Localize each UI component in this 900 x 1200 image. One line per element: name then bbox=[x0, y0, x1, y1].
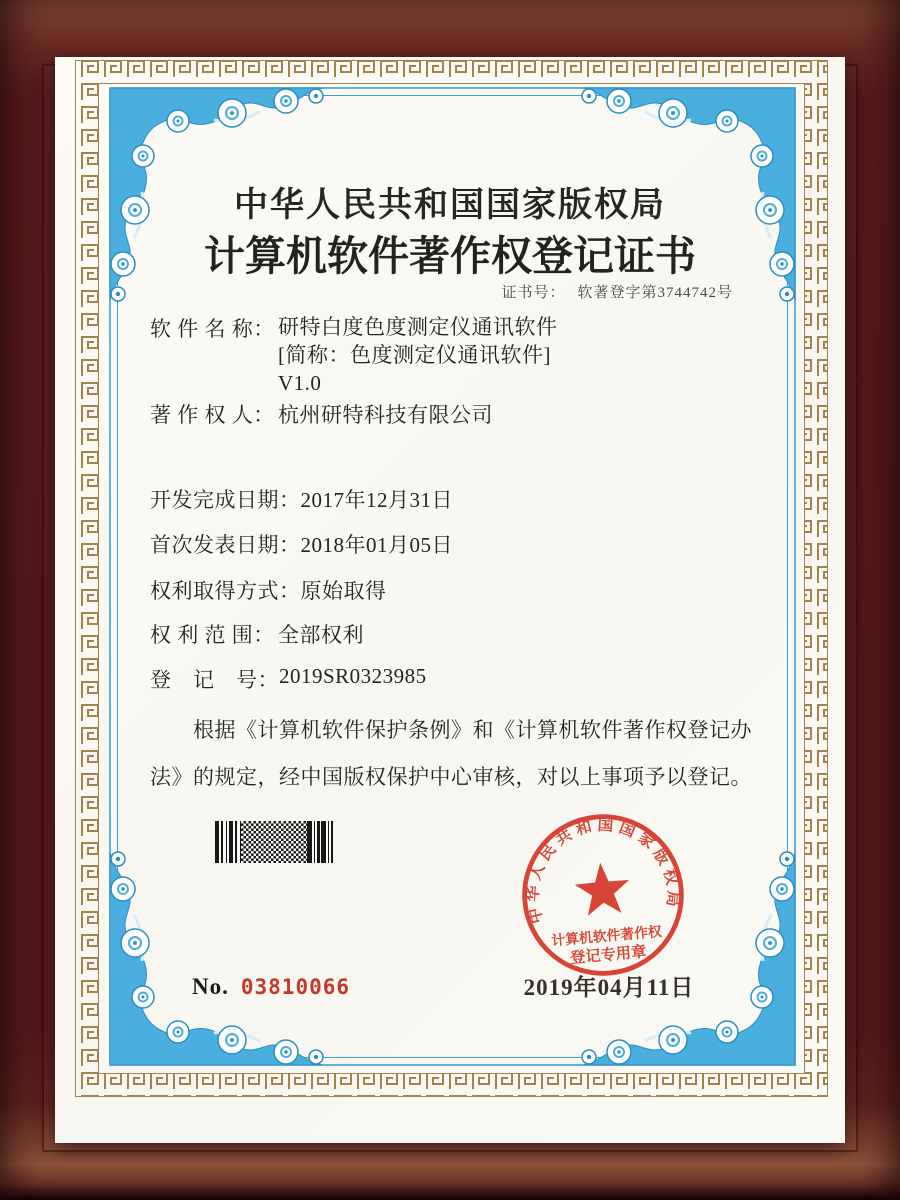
certificate-number-value: 软著登字第3744742号 bbox=[577, 285, 733, 301]
certificate-number-label: 证书号： bbox=[501, 285, 566, 301]
serial-number bbox=[192, 974, 350, 1000]
field-registration-no bbox=[150, 664, 427, 694]
field-dev-complete-date bbox=[150, 484, 453, 514]
field-label: 著 作 权 人： bbox=[150, 403, 275, 427]
field-right-acquisition bbox=[150, 575, 387, 605]
seal-star-icon bbox=[573, 860, 632, 916]
registration-statement: 根据《计算机软件保护条例》和《计算机软件著作权登记办法》的规定，经中国版权保护中心审核，对以上事项予以登记。 bbox=[150, 718, 752, 789]
field-value: 全部权利 bbox=[278, 623, 364, 647]
serial-value: 03810066 bbox=[240, 975, 351, 999]
seal-ring-text: 中华人民共和国国家版权局 bbox=[524, 816, 682, 926]
field-value: 杭州研特科技有限公司 bbox=[278, 403, 493, 427]
certificate-page bbox=[55, 57, 845, 1143]
official-seal bbox=[510, 802, 696, 988]
field-value: 2018年01月05日 bbox=[300, 533, 453, 557]
field-value bbox=[278, 313, 558, 397]
field-copyright-owner bbox=[150, 399, 493, 429]
field-first-publish-date bbox=[150, 529, 453, 559]
serial-label: No. bbox=[192, 974, 229, 999]
field-value: 2019SR0323985 bbox=[279, 664, 427, 688]
field-software-name bbox=[150, 313, 558, 397]
field-label: 权 利 范 围： bbox=[150, 623, 275, 647]
stamp-date: 2019年04月11日 bbox=[523, 975, 695, 1000]
field-label: 开发完成日期： bbox=[150, 488, 301, 512]
software-short-name: [简称：色度测定仪通讯软件] bbox=[278, 343, 551, 367]
software-version: V1.0 bbox=[278, 371, 322, 395]
software-name-value: 研特白度色度测定仪通讯软件 bbox=[278, 315, 558, 339]
certificate-number-line bbox=[501, 281, 733, 302]
field-label: 登 记 号： bbox=[150, 668, 279, 692]
field-label: 权利取得方式： bbox=[150, 579, 301, 603]
field-label: 软 件 名 称： bbox=[150, 317, 275, 341]
seal-line2: 登记专用章 bbox=[569, 943, 648, 968]
field-label: 首次发表日期： bbox=[150, 533, 301, 557]
field-value: 2017年12月31日 bbox=[300, 488, 453, 512]
certificate-title: 计算机软件著作权登记证书 bbox=[204, 233, 696, 279]
barcode-2d bbox=[215, 821, 333, 863]
field-value: 原始取得 bbox=[300, 579, 387, 603]
certificate-content bbox=[55, 57, 845, 1143]
field-right-scope bbox=[150, 619, 364, 649]
seal-line1: 计算机软件著作权 bbox=[550, 923, 663, 949]
issuer-title: 中华人民共和国国家版权局 bbox=[234, 187, 666, 224]
